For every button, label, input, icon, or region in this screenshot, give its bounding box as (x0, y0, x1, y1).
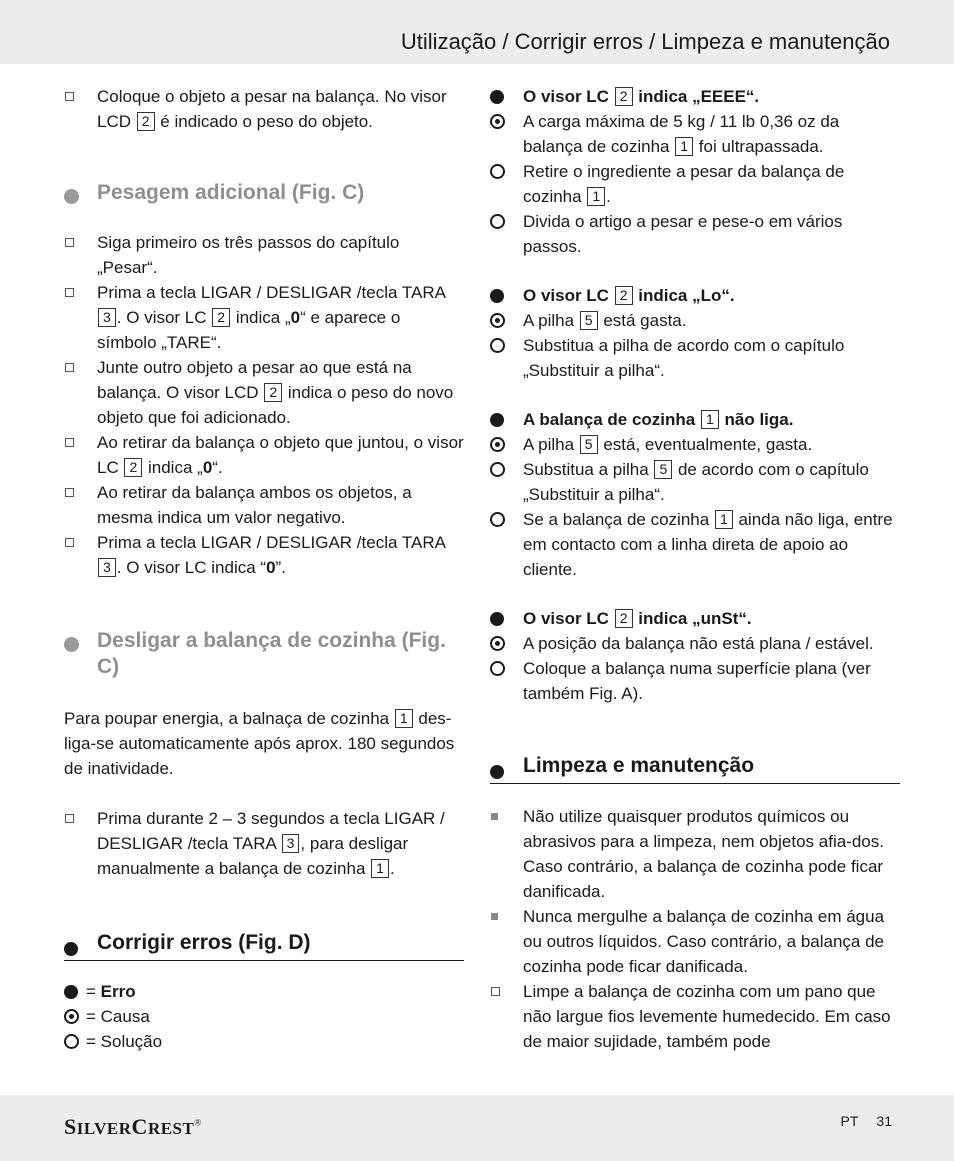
page-number: 31 (876, 1113, 892, 1129)
step-item: Junte outro objeto a pesar ao que está na balança. O visor LCD 2 indica o peso do novo objeto que foi adicionado. (64, 355, 464, 430)
black-circle-icon (490, 759, 504, 787)
part-number: 5 (580, 435, 598, 454)
cause-item: A pilha 5 está, eventualmente, gasta. (490, 432, 900, 457)
warning-item: Não utilize quaisquer produtos químicos ou abrasivos para a limpeza, nem objetos afia-dos. Caso contrário, a balança de cozinha pode ficar danificada. (490, 804, 900, 904)
square-bullet-icon (490, 979, 514, 1004)
ring-circle-icon (490, 656, 514, 681)
error-title: O visor LC 2 indica „EEEE“. (490, 84, 900, 109)
solution-item: Coloque a balança numa superfície plana (ver também Fig. A). (490, 656, 900, 706)
part-number: 1 (701, 410, 719, 429)
target-circle-icon (490, 308, 514, 333)
solution-item: Retire o ingrediente a pesar da balança de cozinha 1 . (490, 159, 900, 209)
step-item: Prima a tecla LIGAR / DESLIGAR /tecla TARA 3 . O visor LC indica “0”. (64, 530, 464, 580)
part-number: 2 (137, 112, 155, 131)
page-header (0, 0, 954, 64)
part-number: 3 (98, 308, 116, 327)
step-item: Siga primeiro os três passos do capítulo „Pesar“. (64, 230, 464, 280)
solution-item: Substitua a pilha 5 de acordo com o capítulo „Substituir a pilha“. (490, 457, 900, 507)
filled-circle-icon (490, 606, 514, 631)
grey-circle-icon (64, 633, 79, 659)
cause-item: A pilha 5 está gasta. (490, 308, 900, 333)
part-number: 2 (615, 286, 633, 305)
part-number: 1 (395, 709, 413, 728)
target-circle-icon (490, 631, 514, 656)
error-title: O visor LC 2 indica „Lo“. (490, 283, 900, 308)
silvercrest-logo: SILVERCREST® (64, 1114, 202, 1139)
paragraph: Para poupar energia, a balnaça de cozinha 1 des-liga-se automaticamente após aprox. 180 segundos de inatividade. (64, 709, 455, 778)
section-heading-corrigir: Corrigir erros (Fig. D) (64, 929, 464, 961)
step-item: Coloque o objeto a pesar na balança. No visor LCD 2 é indicado o peso do objeto. (64, 84, 464, 134)
square-bullet-icon (64, 430, 88, 455)
filled-circle-icon (490, 407, 514, 432)
part-number: 1 (675, 137, 693, 156)
right-column (490, 84, 900, 1054)
part-number: 3 (282, 834, 300, 853)
filled-circle-icon (490, 84, 514, 109)
black-circle-icon (64, 936, 78, 964)
step-item: Limpe a balança de cozinha com um pano que não largue fios levemente humedecido. Em caso de maior sujidade, também pode (490, 979, 900, 1054)
ring-circle-icon (490, 209, 514, 234)
target-circle-icon (64, 1009, 80, 1024)
section-heading-desligar: Desligar a balança de cozinha (Fig. C) (64, 628, 464, 680)
page-title: Utilização / Corrigir erros / Limpeza e manutenção (400, 29, 890, 54)
step-item: Ao retirar da balança ambos os objetos, a mesma indica um valor negativo. (64, 480, 464, 530)
filled-circle-icon (64, 985, 80, 999)
part-number: 1 (715, 510, 733, 529)
legend-solucao: = Solução (64, 1029, 464, 1054)
part-number: 2 (124, 458, 142, 477)
section-heading-pesagem: Pesagem adicional (Fig. C) (64, 180, 464, 206)
ring-circle-icon (490, 159, 514, 184)
legend-erro: = Erro (64, 979, 464, 1004)
part-number: 5 (580, 311, 598, 330)
part-number: 3 (98, 558, 116, 577)
ring-circle-icon (490, 507, 514, 532)
step-item: Prima a tecla LIGAR / DESLIGAR /tecla TARA 3 . O visor LC 2 indica „0“ e aparece o símbolo „TARE“. (64, 280, 464, 355)
square-bullet-icon (64, 280, 88, 305)
target-circle-icon (490, 109, 514, 134)
solution-item: Divida o artigo a pesar e pese-o em vários passos. (490, 209, 900, 259)
part-number: 1 (371, 859, 389, 878)
square-bullet-icon (64, 530, 88, 555)
ring-circle-icon (490, 457, 514, 482)
part-number: 2 (212, 308, 230, 327)
grey-circle-icon (64, 185, 79, 211)
square-bullet-icon (64, 355, 88, 380)
ring-circle-icon (64, 1034, 80, 1049)
square-bullet-icon (64, 480, 88, 505)
square-bullet-icon (64, 806, 88, 831)
cause-item: A posição da balança não está plana / estável. (490, 631, 900, 656)
step-item: Ao retirar da balança o objeto que juntou, o visor LC 2 indica „0“. (64, 430, 464, 480)
square-bullet-icon (64, 84, 88, 109)
error-title: O visor LC 2 indica „unSt“. (490, 606, 900, 631)
warning-item: Nunca mergulhe a balança de cozinha em água ou outros líquidos. Caso contrário, a balança de cozinha pode ficar danificada. (490, 904, 900, 979)
cause-item: A carga máxima de 5 kg / 11 lb 0,36 oz da balança de cozinha 1 foi ultrapassada. (490, 109, 900, 159)
square-bullet-icon (64, 230, 88, 255)
part-number: 2 (615, 87, 633, 106)
part-number: 1 (587, 187, 605, 206)
solution-item: Se a balança de cozinha 1 ainda não liga, entre em contacto com a linha direta de apoio ao cliente. (490, 507, 900, 582)
target-circle-icon (490, 432, 514, 457)
legend-causa: = Causa (64, 1004, 464, 1029)
filled-circle-icon (490, 283, 514, 308)
left-column (64, 84, 464, 1054)
solution-item: Substitua a pilha de acordo com o capítulo „Substituir a pilha“. (490, 333, 900, 383)
page-info (841, 1113, 892, 1129)
step-item: Prima durante 2 – 3 segundos a tecla LIGAR / DESLIGAR /tecla TARA 3 , para desligar manualmente a balança de cozinha 1 . (64, 806, 464, 881)
part-number: 5 (654, 460, 672, 479)
filled-square-icon (490, 904, 514, 929)
language-code: PT (840, 1113, 859, 1129)
error-title: A balança de cozinha 1 não liga. (490, 407, 900, 432)
section-heading-limpeza: Limpeza e manutenção (490, 752, 900, 784)
part-number: 2 (615, 609, 633, 628)
ring-circle-icon (490, 333, 514, 358)
part-number: 2 (264, 383, 282, 402)
filled-square-icon (490, 804, 514, 829)
